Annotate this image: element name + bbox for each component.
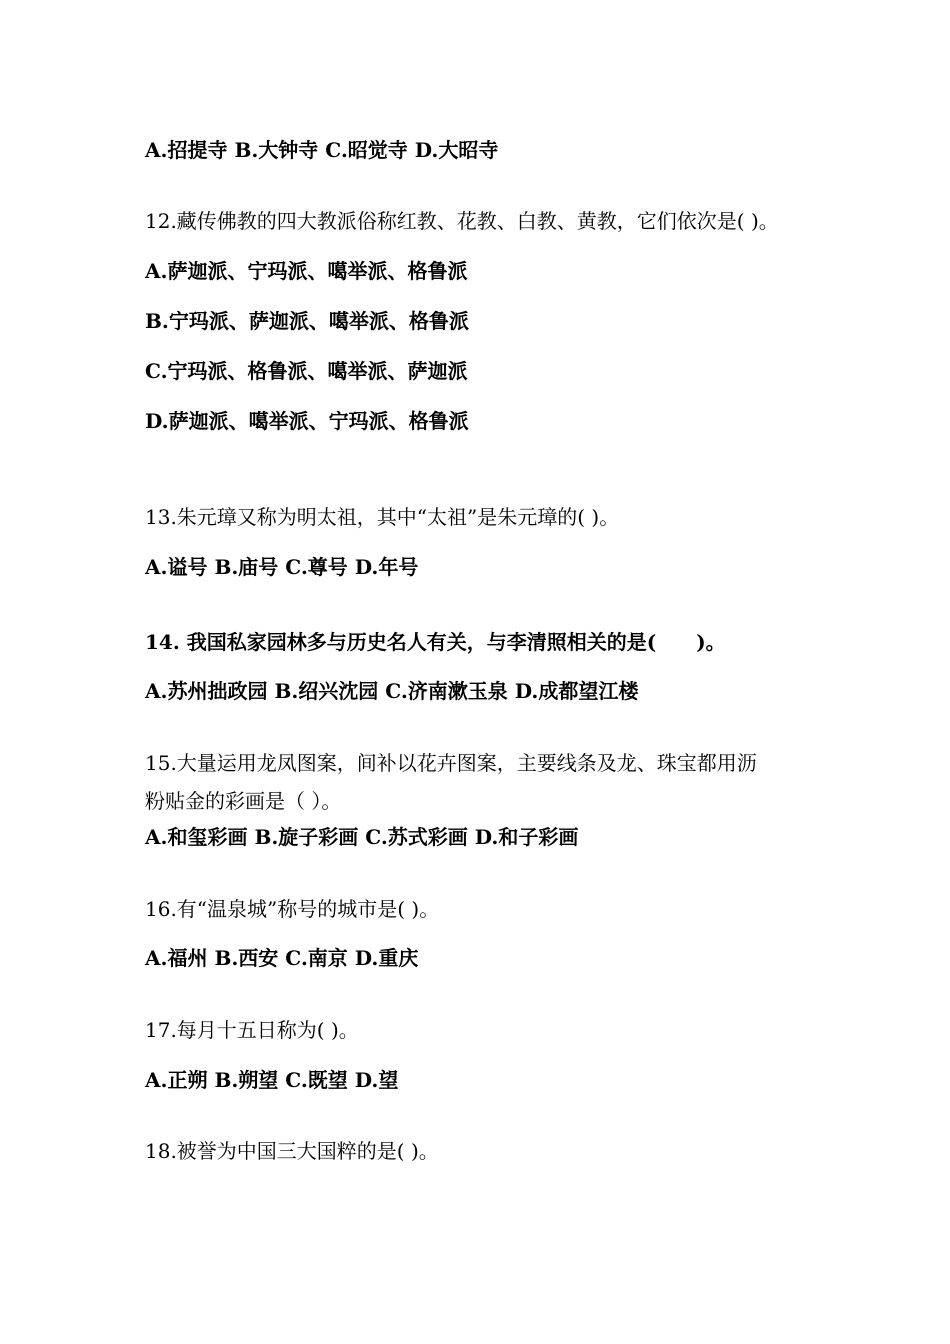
q16-options: A.福州 B.西安 C.南京 D.重庆 [145, 946, 419, 970]
q18-stem: 18.被誉为中国三大国粹的是( )。 [145, 1139, 439, 1163]
q12-option-c: C.宁玛派、格鲁派、噶举派、萨迦派 [145, 359, 468, 383]
q13-options: A.谥号 B.庙号 C.尊号 D.年号 [145, 555, 419, 579]
q16-stem: 16.有“温泉城”称号的城市是( )。 [145, 897, 440, 921]
q13-stem: 13.朱元璋又称为明太祖，其中“太祖”是朱元璋的( )。 [145, 505, 620, 529]
q17-stem: 17.每月十五日称为( )。 [145, 1018, 359, 1042]
q15-stem-line2: 粉贴金的彩画是（ ）。 [145, 789, 342, 813]
q12-option-a: A.萨迦派、宁玛派、噶举派、格鲁派 [145, 259, 468, 283]
q12-option-d: D.萨迦派、噶举派、宁玛派、格鲁派 [145, 409, 469, 433]
q14-stem: 14. 我国私家园林多与历史名人有关，与李清照相关的是( )。 [145, 630, 726, 654]
q11-options: A.招提寺 B.大钟寺 C.昭觉寺 D.大昭寺 [145, 138, 499, 162]
q12-option-b: B.宁玛派、萨迦派、噶举派、格鲁派 [145, 309, 469, 333]
q14-options: A.苏州拙政园 B.绍兴沈园 C.济南漱玉泉 D.成都望江楼 [145, 679, 639, 703]
q15-options: A.和玺彩画 B.旋子彩画 C.苏式彩画 D.和子彩画 [145, 825, 579, 849]
q12-stem: 12.藏传佛教的四大教派俗称红教、花教、白教、黄教，它们依次是( )。 [145, 209, 779, 233]
q15-stem-line1: 15.大量运用龙凤图案，间补以花卉图案，主要线条及龙、珠宝都用沥 [145, 751, 757, 775]
q17-options: A.正朔 B.朔望 C.既望 D.望 [145, 1068, 399, 1092]
